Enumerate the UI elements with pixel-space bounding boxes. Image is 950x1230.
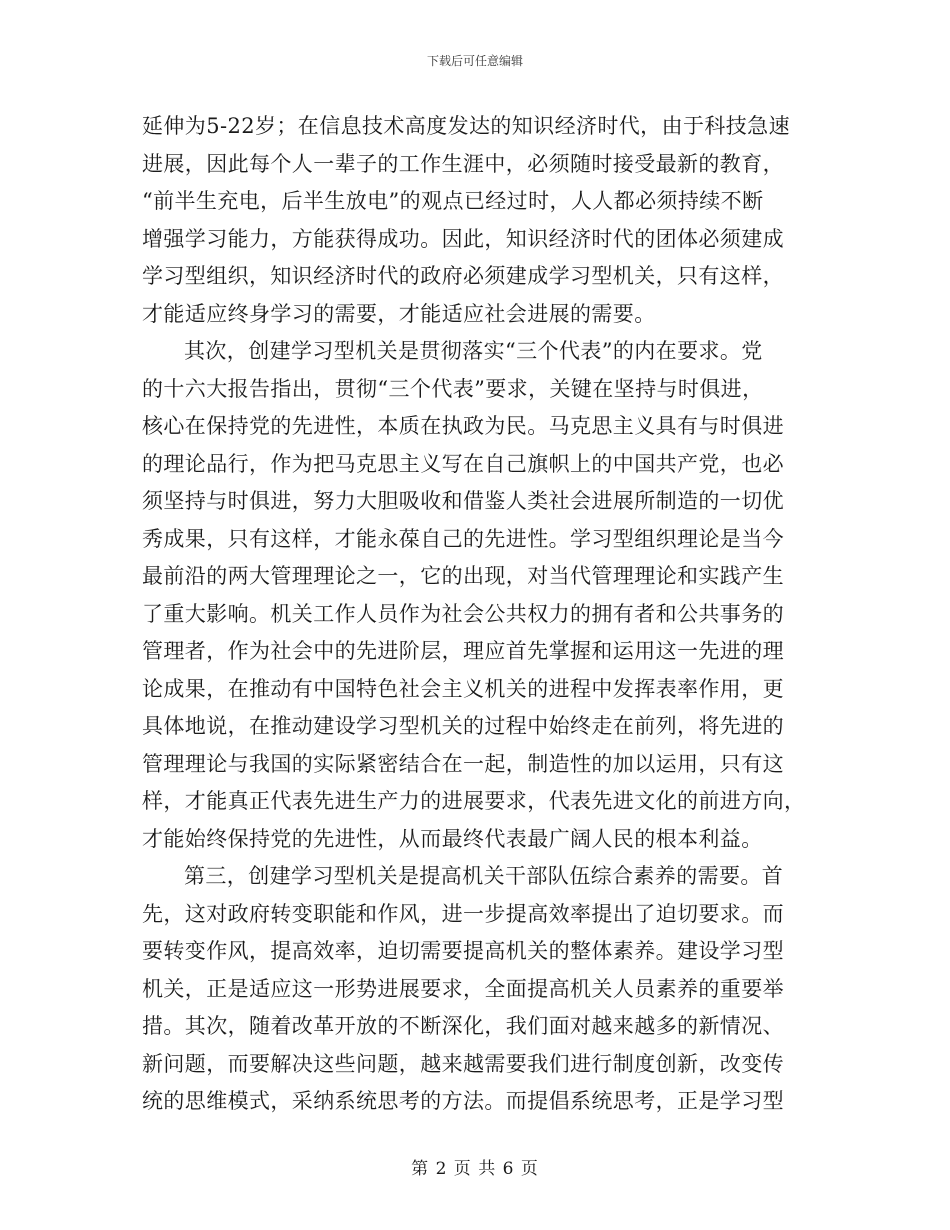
- text-line: 进展，因此每个人一辈子的工作生涯中，必须随时接受最新的教育，: [142, 151, 784, 176]
- text-line: 延伸为5-22岁；在信息技术高度发达的知识经济时代，由于科技急速: [142, 114, 790, 138]
- page-header-note: 下载后可任意编辑: [426, 54, 523, 68]
- text-line: 新问题，而要解决这些问题，越来越需要我们进行制度创新，改变传: [142, 1051, 784, 1076]
- paragraph-3: [142, 858, 812, 1121]
- text-line: 措。其次，随着改革开放的不断深化，我们面对越来越多的新情况、: [142, 1014, 784, 1038]
- text-line: 的理论品行，作为把马克思主义写在自己旗帜上的中国共产党，也必: [142, 451, 784, 476]
- text-line: 要转变作风，提高效率，迫切需要提高机关的整体素养。建设学习型: [142, 939, 784, 963]
- text-line: 先，这对政府转变职能和作风，进一步提高效率提出了迫切要求。而: [142, 901, 784, 926]
- text-line: 才能始终保持党的先进性，从而最终代表最广阔人民的根本利益。: [142, 826, 763, 851]
- page-number: 第 2 页 共 6 页: [411, 1159, 539, 1179]
- text-line: 核心在保持党的先进性，本质在执政为民。马克思主义具有与时俱进: [142, 414, 784, 438]
- text-line: 论成果，在推动有中国特色社会主义机关的进程中发挥表率作用，更: [142, 676, 784, 701]
- text-line: 管理理论与我国的实际紧密结合在一起，制造性的加以运用，只有这: [142, 751, 784, 776]
- text-line: 第三，创建学习型机关是提高机关干部队伍综合素养的需要。首: [184, 864, 784, 888]
- text-line: 其次，创建学习型机关是贯彻落实“三个代表”的内在要求。党: [184, 339, 763, 363]
- text-line: 统的思维模式，采纳系统思考的方法。而提倡系统思考，正是学习型: [142, 1089, 784, 1113]
- paragraph-2: [142, 333, 812, 858]
- text-line: 增强学习能力，方能获得成功。因此，知识经济时代的团体必须建成: [142, 226, 784, 251]
- text-line: 最前沿的两大管理理论之一，它的出现，对当代管理理论和实践产生: [142, 564, 784, 588]
- paragraph-1: [142, 108, 812, 333]
- text-line: 须坚持与时俱进，努力大胆吸收和借鉴人类社会进展所制造的一切优: [142, 489, 784, 513]
- text-line: 学习型组织，知识经济时代的政府必须建成学习型机关，只有这样，: [142, 264, 784, 288]
- text-line: 的十六大报告指出，贯彻“三个代表”要求，关键在坚持与时俱进，: [142, 376, 764, 401]
- document-body: [142, 108, 812, 1121]
- text-line: “前半生充电，后半生放电”的观点已经过时，人人都必须持续不断: [142, 189, 764, 213]
- text-line: 具体地说，在推动建设学习型机关的过程中始终走在前列，将先进的: [142, 714, 784, 738]
- text-line: 了重大影响。机关工作人员作为社会公共权力的拥有者和公共事务的: [142, 601, 784, 626]
- text-line: 管理者，作为社会中的先进阶层，理应首先掌握和运用这一先进的理: [142, 639, 784, 663]
- text-line: 样，才能真正代表先进生产力的进展要求，代表先进文化的前进方向，: [142, 789, 806, 813]
- text-line: 秀成果，只有这样，才能永葆自己的先进性。学习型组织理论是当今: [142, 526, 784, 551]
- text-line: 才能适应终身学习的需要，才能适应社会进展的需要。: [142, 301, 656, 326]
- text-line: 机关，正是适应这一形势进展要求，全面提高机关人员素养的重要举: [142, 976, 784, 1001]
